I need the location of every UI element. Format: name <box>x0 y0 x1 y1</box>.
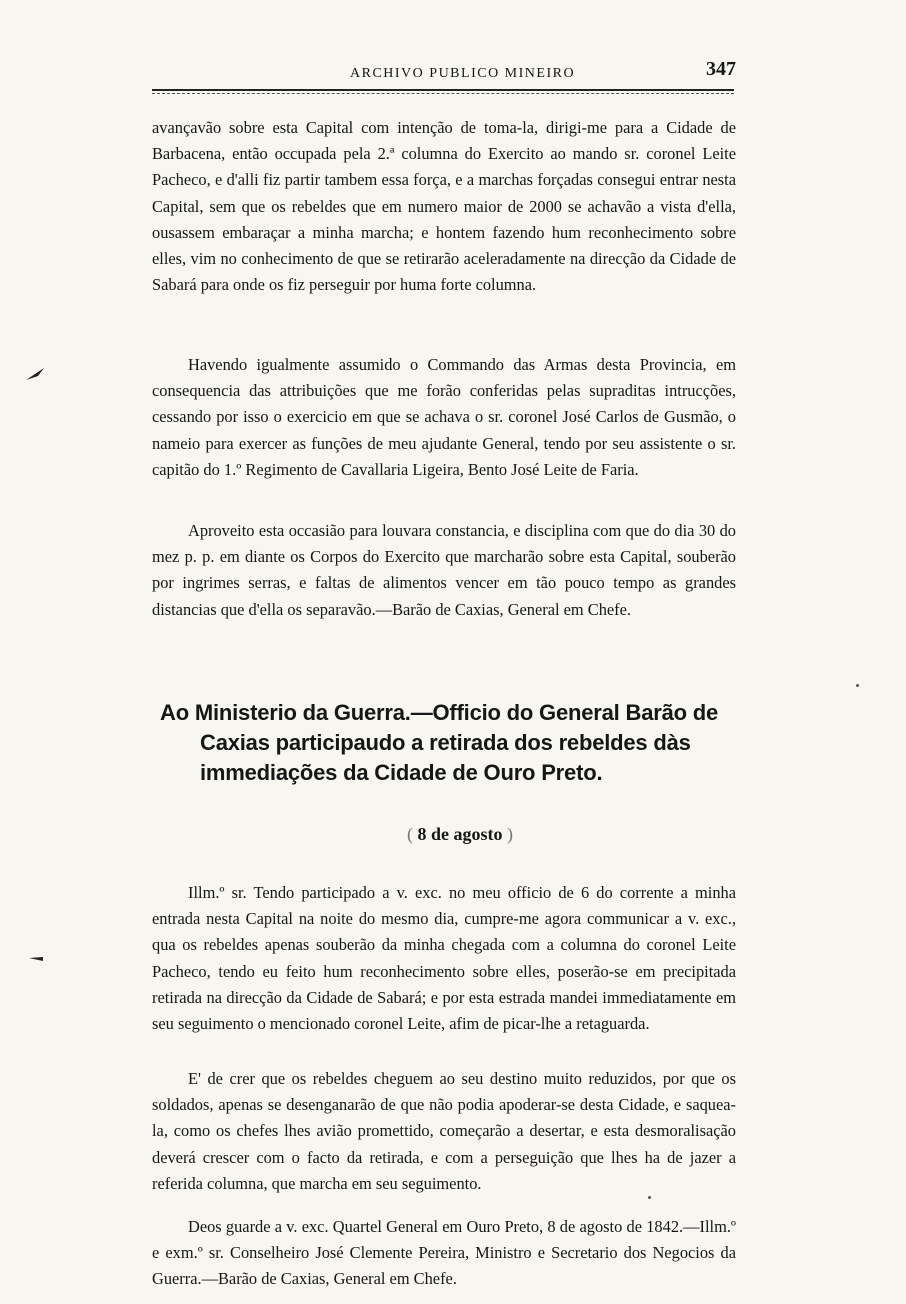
paragraph-3: Aproveito esta occasião para louvara constancia, e disciplina com que do dia 30 do mez p. p. em diante os Corpos do Exercito que marcharão sobre esta Capital, souberão por ingrimes serras, e faltas de alimentos vencer em tão pouco tempo as grandes distancias que d'ella os separavão.—Barão de Caxias, General em Chefe. <box>152 521 736 619</box>
letter-paragraph-2: E' de crer que os rebeldes cheguem ao seu destino muito reduzidos, por que os soldados, apenas se desenganarão de que não podia apoderar-se desta Cidade, e saquea-la, como os chefes lhes avião promettido, começarão a desertar, e esta desmoralisação deverá crescer com o facto da retirada, e com a perseguição que lhes ha de jazer a referida columna, que marcha em seu seguimento. <box>152 1069 736 1193</box>
page-number: 347 <box>706 58 736 80</box>
running-head: ARCHIVO PUBLICO MINEIRO <box>350 66 576 81</box>
section-title: Ao Ministerio da Guerra.—Officio do General Barão de Caxias participaudo a retirada dos rebeldes dàs immediações da Cidade de Ouro Preto. <box>160 700 719 785</box>
speck <box>648 1196 651 1199</box>
letter-paragraph-3: Deos guarde a v. exc. Quartel General em Ouro Preto, 8 de agosto de 1842.—Illm.º e exm.º sr. Conselheiro José Clemente Pereira, Ministro e Secretario dos Negocios da Guerra.—Barão de Caxias, General em Chefe. <box>152 1217 736 1289</box>
paragraph-1: avançavão sobre esta Capital com intenção de toma-la, dirigi-me para a Cidade de Barbacena, então occupada pela 2.ª columna do Exercito ao mando sr. coronel Leite Pacheco, e d'alli fiz partir tambem essa força, e a marchas forçadas consegui entrar nesta Capital, sem que os rebeldes que em numero maior de 2000 se achavão a vista d'ella, ousassem embaraçar a minha marcha; e hontem fazendo hum reconhecimento sobre elles, vim no conhecimento de que se retirarão aceleradamente na direcção da Cidade de Sabará para onde os fiz perseguir por huma forte columna. <box>152 118 736 295</box>
header-rule-secondary <box>152 93 734 94</box>
speck <box>856 684 859 687</box>
page-header <box>150 58 740 86</box>
header-rule <box>152 89 734 91</box>
letter-paragraph-1: Illm.º sr. Tendo participado a v. exc. no meu officio de 6 do corrente a minha entrada nesta Capital na noite do mesmo dia, cumpre-me agora communicar a v. exc., qua os rebeldes apenas souberão da minha chegada com a columna do coronel Leite Pacheco, tendo eu feito hum reconhecimento sobre elles, poserão-se em precipitada retirada na direcção da Cidade de Sabará; e por esta estrada mandei immediatamente em seu seguimento o mencionado coronel Leite, afim de picar-lhe a retaguarda. <box>152 883 736 1034</box>
margin-mark <box>28 950 44 968</box>
margin-mark <box>24 366 46 387</box>
paragraph-2: Havendo igualmente assumido o Commando das Armas desta Provincia, em consequencia das attribuições que me forão conferidas pelas supraditas intrucções, cessando por isso o exercicio em que se achava o sr. coronel José Carlos de Gusmão, o nameio para exercer as funções de meu ajudante General, tendo por seu assistente o sr. capitão do 1.º Regimento de Cavallaria Ligeira, Bento José Leite de Faria. <box>152 355 736 479</box>
letter-date: ( 8 de agosto ) <box>407 824 513 844</box>
letter-date-text: 8 de agosto <box>417 824 503 844</box>
